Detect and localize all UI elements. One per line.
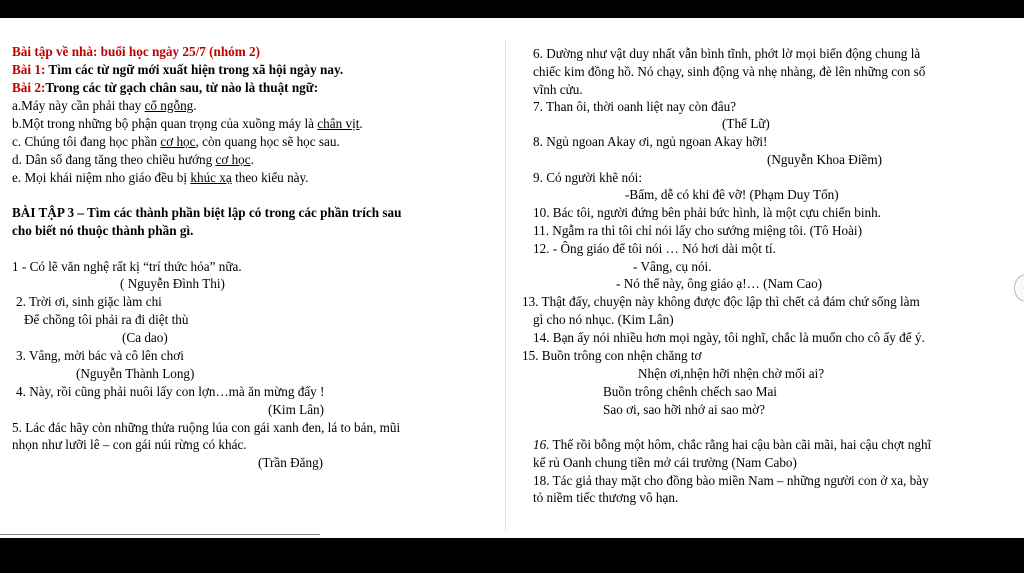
document-page [0,18,1024,538]
quote-3: 3. Vâng, mời bác và cô lên chơi [16,348,184,363]
quote-2-line-1: 2. Trời ơi, sinh giặc làm chi [16,294,162,309]
item-d-text: d. Dân số đang tăng theo chiều hướng [12,152,216,167]
item-d-term: cơ học [215,152,251,167]
exercise-3-heading-cont: cho biết nó thuộc thành phần gì. [12,223,194,238]
item-a [12,97,197,114]
quote-9-speech: -Bẩm, dễ có khi đê vỡ! (Phạm Duy Tốn) [625,187,839,202]
bottom-black-bar [0,538,1024,573]
quote-8-source: (Nguyễn Khoa Điềm) [767,152,882,167]
quote-16-line-1 [533,436,931,453]
quote-5-line-1: 5. Lác đác hãy còn những thửa ruộng lúa con gái xanh đen, lá to bản, mũi [12,420,401,435]
quote-7-source: (Thế Lữ) [722,116,770,131]
quote-6-line-2: chiếc kim đồng hồ. Nó chạy, sinh động và nhẹ nhàng, đè lên những con số [533,64,926,79]
quote-7: 7. Than ôi, thời oanh liệt nay còn đâu? [533,99,737,114]
item-e [12,169,309,186]
column-divider [505,40,506,530]
item-c [12,133,340,150]
exercise-2-text: Trong các từ gạch chân sau, từ nào là thuật ngữ: [45,80,319,95]
quote-1-source: ( Nguyễn Đình Thi) [120,276,225,291]
homework-title: Bài tập về nhà: buổi học ngày 25/7 (nhóm 2) [12,44,261,59]
quote-12: 12. - Ông giáo để tôi nói … Nó hơi dài một tí. [533,241,776,256]
item-b-end: . [359,116,363,131]
quote-2-source: (Ca dao) [122,330,168,345]
item-b-term: chân vịt [317,116,360,131]
quote-11: 11. Ngẫm ra thì tôi chỉ nói lấy cho sướng miệng tôi. (Tô Hoài) [533,223,862,238]
item-e-text: e. Mọi khái niệm nho giáo đều bị [12,170,191,185]
quote-15-line-1: 15. Buồn trông con nhện chăng tơ [522,348,702,363]
exercise-1-label: Bài 1: [12,62,46,77]
quote-13-line-2: gì cho nó nhục. (Kim Lân) [533,312,674,327]
exercise-2 [12,79,318,96]
exercise-1 [12,61,343,78]
quote-2-line-2: Để chồng tôi phải ra đi diệt thù [24,312,189,327]
item-d-end: . [250,152,254,167]
quote-4: 4. Này, rồi cũng phải nuôi lấy con lợn…mà ăn mừng đấy ! [16,384,325,399]
item-a-text: a.Máy này cần phải thay [12,98,145,113]
quote-8: 8. Ngủ ngoan Akay ơi, ngủ ngoan Akay hỡi! [533,134,768,149]
quote-18-line-2: tỏ niềm tiếc thương vô hạn. [533,490,679,505]
quote-15-line-4: Sao ơi, sao hỡi nhớ ai sao mờ? [603,402,765,417]
quote-16-number: 16. [533,437,550,452]
quote-6-line-1: 6. Dường như vật duy nhất vẫn bình tĩnh, phớt lờ mọi biến động chung là [533,46,921,61]
quote-15-line-2: Nhện ơi,nhện hỡi nhện chờ mối ai? [638,366,825,381]
quote-14: 14. Bạn ấy nói nhiều hơn mọi ngày, tôi nghĩ, chắc là muốn cho cô ấy để ý. [533,330,925,345]
quote-12-reply-1: - Vâng, cụ nói. [633,259,712,274]
item-c-text: c. Chúng tôi đang học phần [12,134,161,149]
quote-4-source: (Kim Lân) [268,402,325,417]
quote-12-reply-2: - Nó thế này, ông giáo ạ!… (Nam Cao) [616,276,823,291]
item-b-text: b.Một trong những bộ phận quan trọng của xuồng máy là [12,116,318,131]
quote-5-source: (Trần Đăng) [258,455,324,470]
exercise-3-heading: BÀI TẬP 3 – Tìm các thành phần biệt lập có trong các phần trích sau [12,205,402,220]
item-c-end: , còn quang học sẽ học sau. [195,134,340,149]
scroll-handle[interactable] [1014,274,1024,302]
exercise-2-label: Bài 2: [12,80,46,95]
item-b [12,115,363,132]
item-d [12,151,254,168]
item-c-term: cơ học [160,134,196,149]
item-e-end: theo kiểu này. [231,170,309,185]
quote-5-line-2: nhọn như lưỡi lê – con gái núi rừng có khác. [12,437,247,452]
quote-1: 1 - Có lẽ văn nghệ rất kị “trí thức hóa” nữa. [12,259,242,274]
item-a-end: . [193,98,197,113]
quote-15-line-3: Buồn trông chênh chếch sao Mai [603,384,777,399]
quote-18-line-1: 18. Tác giả thay mặt cho đồng bào miền Nam – những người con ở xa, bày [533,473,929,488]
quote-16-text: Thế rồi bỗng một hôm, chắc rằng hai cậu bàn cãi mãi, hai cậu chợt nghĩ [549,437,932,452]
quote-10: 10. Bác tôi, người đứng bên phải bức hình, là một cựu chiến binh. [533,205,881,220]
item-a-term: cổ ngỗng [144,98,194,113]
exercise-1-text: Tìm các từ ngữ mới xuất hiện trong xã hội ngày nay. [45,62,344,77]
quote-16-line-2: kế rủ Oanh chung tiền mở cái trường (Nam Cabo) [533,455,797,470]
top-black-bar [0,0,1024,18]
quote-13-line-1: 13. Thật đấy, chuyện này không được độc lập thì chết cả đám chứ sống làm [522,294,920,309]
item-e-term: khúc xạ [190,170,232,185]
footer-rule [0,534,320,535]
quote-3-source: (Nguyễn Thành Long) [76,366,195,381]
quote-9: 9. Có người khẽ nói: [533,170,642,185]
quote-6-line-3: vĩnh cửu. [533,82,583,97]
